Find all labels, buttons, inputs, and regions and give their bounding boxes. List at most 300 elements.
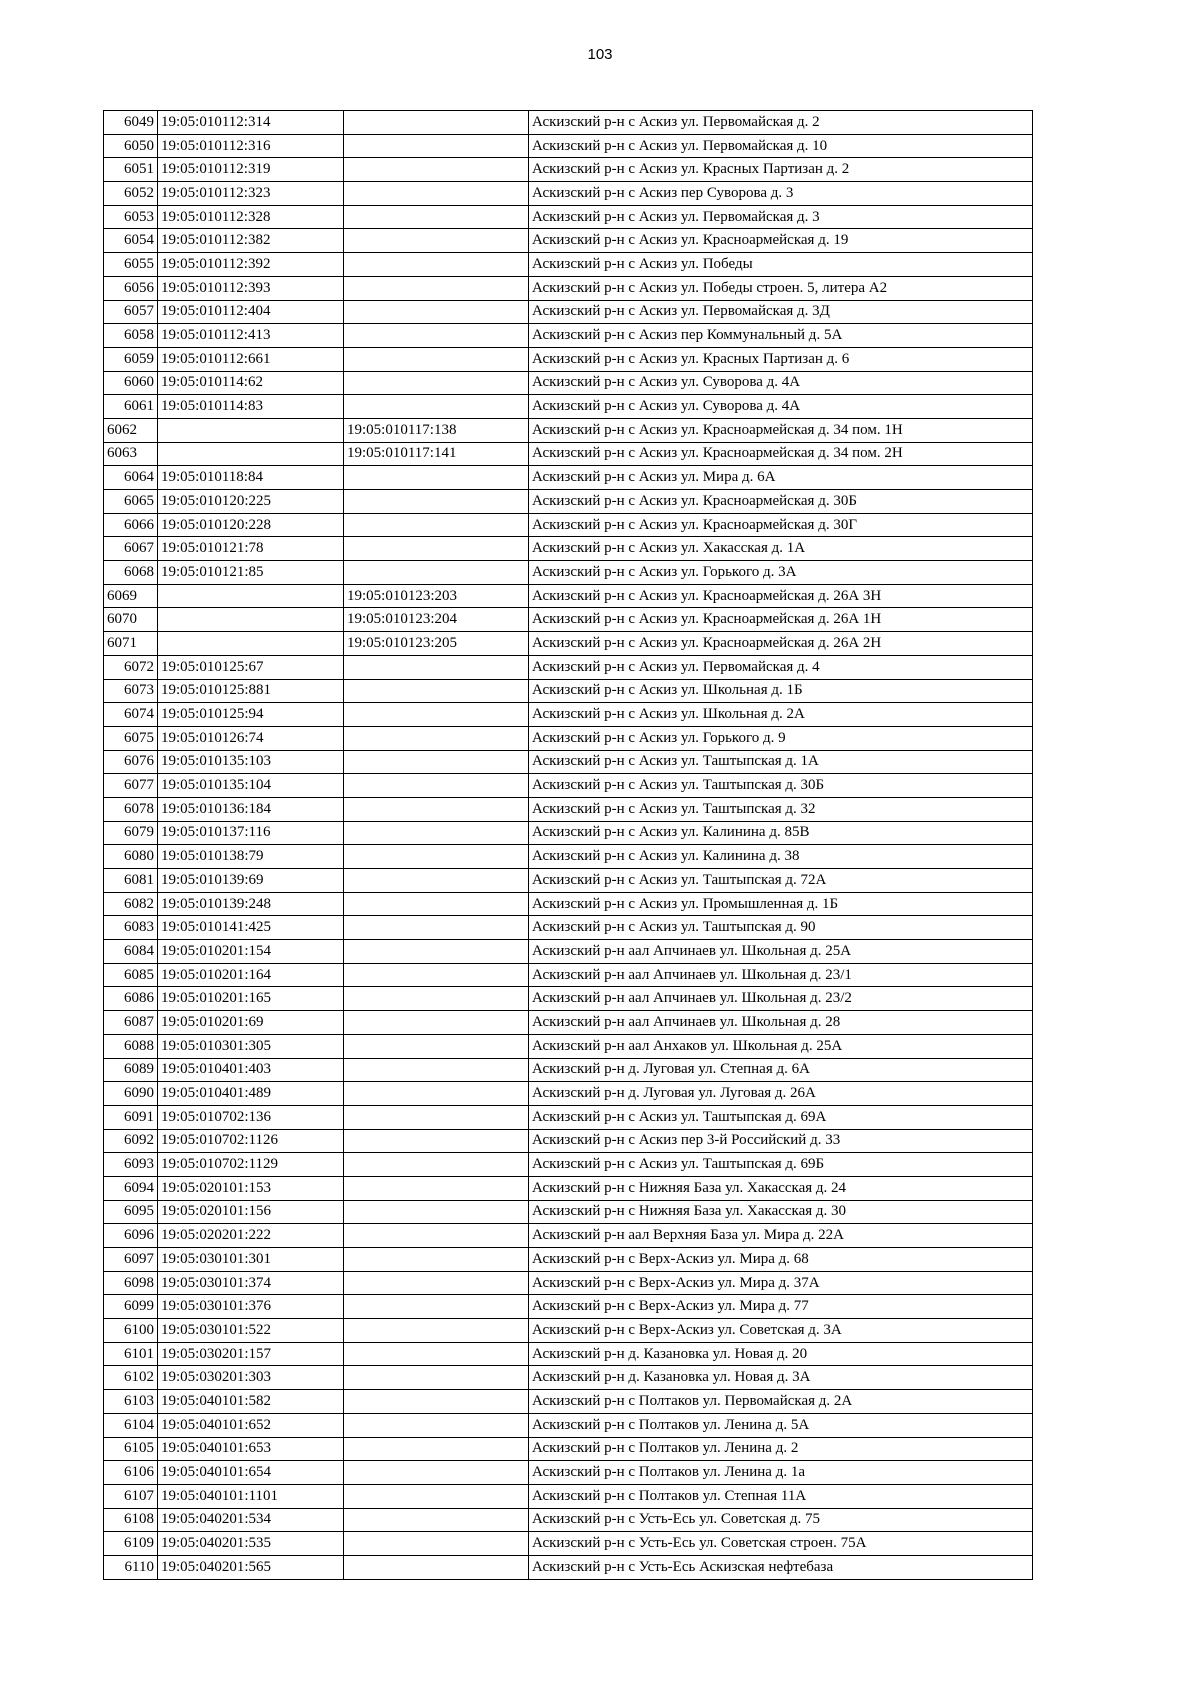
table-row [104, 276, 1033, 300]
table-row [104, 892, 1033, 916]
table-row [104, 821, 1033, 845]
row-number-cell: 6058 [104, 324, 158, 348]
table-row [104, 1342, 1033, 1366]
premises-cadastral-number-cell [344, 1058, 529, 1082]
row-number-cell: 6060 [104, 371, 158, 395]
table-row [104, 584, 1033, 608]
row-number-cell: 6071 [104, 632, 158, 656]
address-cell: Аскизский р-н с Аскиз ул. Таштыпская д. 90 [529, 916, 1033, 940]
premises-cadastral-number-cell [344, 229, 529, 253]
cadastral-number-cell: 19:05:010121:78 [158, 537, 344, 561]
address-cell: Аскизский р-н с Аскиз ул. Суворова д. 4А [529, 371, 1033, 395]
premises-cadastral-number-cell [344, 253, 529, 277]
row-number-cell: 6106 [104, 1461, 158, 1485]
premises-cadastral-number-cell [344, 466, 529, 490]
row-number-cell: 6097 [104, 1248, 158, 1272]
address-cell: Аскизский р-н с Аскиз ул. Красноармейская д. 26А 1Н [529, 608, 1033, 632]
address-cell: Аскизский р-н с Аскиз ул. Первомайская д. 3 [529, 205, 1033, 229]
row-number-cell: 6104 [104, 1413, 158, 1437]
row-number-cell: 6059 [104, 347, 158, 371]
table-row [104, 1011, 1033, 1035]
cadastral-number-cell: 19:05:020101:156 [158, 1200, 344, 1224]
address-cell: Аскизский р-н с Аскиз ул. Первомайская д. 2 [529, 111, 1033, 135]
address-cell: Аскизский р-н с Аскиз ул. Промышленная д. 1Б [529, 892, 1033, 916]
address-cell: Аскизский р-н аал Апчинаев ул. Школьная д. 25А [529, 940, 1033, 964]
address-cell: Аскизский р-н с Аскиз ул. Школьная д. 1Б [529, 679, 1033, 703]
address-cell: Аскизский р-н с Полтаков ул. Ленина д. 1а [529, 1461, 1033, 1485]
row-number-cell: 6065 [104, 490, 158, 514]
row-number-cell: 6103 [104, 1390, 158, 1414]
cadastral-number-cell: 19:05:030201:303 [158, 1366, 344, 1390]
table-row [104, 561, 1033, 585]
table-row [104, 916, 1033, 940]
address-cell: Аскизский р-н с Аскиз ул. Красноармейская д. 26А 2Н [529, 632, 1033, 656]
premises-cadastral-number-cell [344, 892, 529, 916]
cadastral-number-cell: 19:05:010401:489 [158, 1082, 344, 1106]
address-cell: Аскизский р-н д. Луговая ул. Степная д. 6А [529, 1058, 1033, 1082]
row-number-cell: 6055 [104, 253, 158, 277]
cadastral-number-cell: 19:05:040101:1101 [158, 1484, 344, 1508]
row-number-cell: 6094 [104, 1176, 158, 1200]
page-number: 103 [587, 46, 613, 63]
cadastral-number-cell: 19:05:040201:565 [158, 1555, 344, 1579]
address-cell: Аскизский р-н д. Казановка ул. Новая д. 20 [529, 1342, 1033, 1366]
address-cell: Аскизский р-н с Аскиз ул. Таштыпская д. 69Б [529, 1153, 1033, 1177]
premises-cadastral-number-cell: 19:05:010123:203 [344, 584, 529, 608]
address-cell: Аскизский р-н с Верх-Аскиз ул. Мира д. 77 [529, 1295, 1033, 1319]
premises-cadastral-number-cell [344, 916, 529, 940]
table-row [104, 490, 1033, 514]
premises-cadastral-number-cell [344, 1461, 529, 1485]
row-number-cell: 6053 [104, 205, 158, 229]
premises-cadastral-number-cell [344, 1248, 529, 1272]
cadastral-number-cell: 19:05:010702:1126 [158, 1129, 344, 1153]
address-cell: Аскизский р-н с Аскиз ул. Суворова д. 4А [529, 395, 1033, 419]
row-number-cell: 6090 [104, 1082, 158, 1106]
table-row [104, 1484, 1033, 1508]
cadastral-number-cell: 19:05:010201:165 [158, 987, 344, 1011]
premises-cadastral-number-cell [344, 205, 529, 229]
row-number-cell: 6101 [104, 1342, 158, 1366]
cadastral-number-cell [158, 632, 344, 656]
row-number-cell: 6063 [104, 442, 158, 466]
cadastral-number-cell: 19:05:010201:164 [158, 963, 344, 987]
row-number-cell: 6073 [104, 679, 158, 703]
premises-cadastral-number-cell [344, 537, 529, 561]
row-number-cell: 6072 [104, 655, 158, 679]
cadastral-number-cell: 19:05:010137:116 [158, 821, 344, 845]
row-number-cell: 6080 [104, 845, 158, 869]
table-row [104, 253, 1033, 277]
address-cell: Аскизский р-н д. Луговая ул. Луговая д. 26А [529, 1082, 1033, 1106]
premises-cadastral-number-cell [344, 774, 529, 798]
premises-cadastral-number-cell [344, 1484, 529, 1508]
row-number-cell: 6066 [104, 513, 158, 537]
row-number-cell: 6105 [104, 1437, 158, 1461]
table-row [104, 1555, 1033, 1579]
cadastral-number-cell: 19:05:010120:225 [158, 490, 344, 514]
cadastral-number-cell: 19:05:020101:153 [158, 1176, 344, 1200]
table-row [104, 371, 1033, 395]
premises-cadastral-number-cell [344, 1555, 529, 1579]
row-number-cell: 6076 [104, 750, 158, 774]
premises-cadastral-number-cell [344, 1105, 529, 1129]
address-cell: Аскизский р-н с Нижняя База ул. Хакасская д. 24 [529, 1176, 1033, 1200]
table-row [104, 608, 1033, 632]
table-row [104, 655, 1033, 679]
cadastral-number-cell: 19:05:010138:79 [158, 845, 344, 869]
cadastral-number-cell: 19:05:010112:328 [158, 205, 344, 229]
cadastral-number-cell: 19:05:010301:305 [158, 1034, 344, 1058]
cadastral-number-cell: 19:05:010112:413 [158, 324, 344, 348]
address-cell: Аскизский р-н с Аскиз ул. Школьная д. 2А [529, 703, 1033, 727]
address-cell: Аскизский р-н с Усть-Есь Аскизская нефтебаза [529, 1555, 1033, 1579]
cadastral-number-cell: 19:05:040201:535 [158, 1532, 344, 1556]
premises-cadastral-number-cell [344, 182, 529, 206]
table-row [104, 987, 1033, 1011]
cadastral-number-cell: 19:05:010401:403 [158, 1058, 344, 1082]
table-row [104, 537, 1033, 561]
table-row [104, 1437, 1033, 1461]
address-cell: Аскизский р-н с Аскиз ул. Красноармейская д. 34 пом. 1Н [529, 418, 1033, 442]
address-cell: Аскизский р-н с Верх-Аскиз ул. Мира д. 68 [529, 1248, 1033, 1272]
address-cell: Аскизский р-н с Аскиз ул. Хакасская д. 1А [529, 537, 1033, 561]
address-cell: Аскизский р-н с Аскиз ул. Таштыпская д. 1А [529, 750, 1033, 774]
premises-cadastral-number-cell [344, 276, 529, 300]
premises-cadastral-number-cell [344, 111, 529, 135]
premises-cadastral-number-cell [344, 963, 529, 987]
address-cell: Аскизский р-н с Аскиз ул. Горького д. 9 [529, 726, 1033, 750]
address-cell: Аскизский р-н с Полтаков ул. Степная 11А [529, 1484, 1033, 1508]
premises-cadastral-number-cell [344, 371, 529, 395]
table-row [104, 111, 1033, 135]
premises-cadastral-number-cell [344, 1200, 529, 1224]
premises-cadastral-number-cell [344, 726, 529, 750]
row-number-cell: 6064 [104, 466, 158, 490]
row-number-cell: 6083 [104, 916, 158, 940]
cadastral-number-cell: 19:05:030101:522 [158, 1319, 344, 1343]
table-row [104, 418, 1033, 442]
premises-cadastral-number-cell [344, 561, 529, 585]
address-cell: Аскизский р-н с Аскиз ул. Таштыпская д. 32 [529, 797, 1033, 821]
cadastral-number-cell: 19:05:010112:323 [158, 182, 344, 206]
cadastral-number-cell: 19:05:010201:69 [158, 1011, 344, 1035]
row-number-cell: 6095 [104, 1200, 158, 1224]
table-row [104, 300, 1033, 324]
address-cell: Аскизский р-н с Аскиз пер Суворова д. 3 [529, 182, 1033, 206]
address-cell: Аскизский р-н с Аскиз ул. Первомайская д. 10 [529, 134, 1033, 158]
premises-cadastral-number-cell [344, 347, 529, 371]
row-number-cell: 6110 [104, 1555, 158, 1579]
table-row [104, 1532, 1033, 1556]
registry-table [103, 110, 1033, 1580]
table-row [104, 229, 1033, 253]
premises-cadastral-number-cell: 19:05:010123:205 [344, 632, 529, 656]
premises-cadastral-number-cell [344, 987, 529, 1011]
address-cell: Аскизский р-н с Аскиз ул. Первомайская д. 4 [529, 655, 1033, 679]
row-number-cell: 6057 [104, 300, 158, 324]
row-number-cell: 6087 [104, 1011, 158, 1035]
premises-cadastral-number-cell [344, 1034, 529, 1058]
row-number-cell: 6056 [104, 276, 158, 300]
table-row [104, 513, 1033, 537]
cadastral-number-cell: 19:05:020201:222 [158, 1224, 344, 1248]
table-row [104, 1295, 1033, 1319]
table-row [104, 869, 1033, 893]
premises-cadastral-number-cell [344, 1319, 529, 1343]
row-number-cell: 6051 [104, 158, 158, 182]
row-number-cell: 6081 [104, 869, 158, 893]
address-cell: Аскизский р-н с Аскиз ул. Таштыпская д. 72А [529, 869, 1033, 893]
cadastral-number-cell: 19:05:010120:228 [158, 513, 344, 537]
row-number-cell: 6061 [104, 395, 158, 419]
premises-cadastral-number-cell: 19:05:010117:138 [344, 418, 529, 442]
table-row [104, 1082, 1033, 1106]
address-cell: Аскизский р-н с Аскиз ул. Победы [529, 253, 1033, 277]
address-cell: Аскизский р-н с Полтаков ул. Ленина д. 2 [529, 1437, 1033, 1461]
cadastral-number-cell: 19:05:010112:404 [158, 300, 344, 324]
address-cell: Аскизский р-н с Аскиз ул. Красноармейская д. 19 [529, 229, 1033, 253]
premises-cadastral-number-cell [344, 797, 529, 821]
row-number-cell: 6098 [104, 1271, 158, 1295]
cadastral-number-cell: 19:05:010125:881 [158, 679, 344, 703]
address-cell: Аскизский р-н с Усть-Есь ул. Советская д. 75 [529, 1508, 1033, 1532]
row-number-cell: 6069 [104, 584, 158, 608]
premises-cadastral-number-cell [344, 1413, 529, 1437]
row-number-cell: 6077 [104, 774, 158, 798]
row-number-cell: 6049 [104, 111, 158, 135]
premises-cadastral-number-cell [344, 1011, 529, 1035]
premises-cadastral-number-cell [344, 750, 529, 774]
cadastral-number-cell: 19:05:040101:654 [158, 1461, 344, 1485]
address-cell: Аскизский р-н с Аскиз ул. Победы строен. 5, литера А2 [529, 276, 1033, 300]
row-number-cell: 6102 [104, 1366, 158, 1390]
row-number-cell: 6085 [104, 963, 158, 987]
address-cell: Аскизский р-н аал Апчинаев ул. Школьная д. 28 [529, 1011, 1033, 1035]
table-row [104, 845, 1033, 869]
table-row [104, 1319, 1033, 1343]
cadastral-number-cell: 19:05:030101:376 [158, 1295, 344, 1319]
table-row [104, 1153, 1033, 1177]
cadastral-number-cell: 19:05:010112:382 [158, 229, 344, 253]
address-cell: Аскизский р-н с Аскиз ул. Горького д. 3А [529, 561, 1033, 585]
premises-cadastral-number-cell [344, 513, 529, 537]
row-number-cell: 6100 [104, 1319, 158, 1343]
table-row [104, 395, 1033, 419]
cadastral-number-cell: 19:05:010112:392 [158, 253, 344, 277]
table-row [104, 1200, 1033, 1224]
table-row [104, 1176, 1033, 1200]
premises-cadastral-number-cell [344, 1390, 529, 1414]
table-row [104, 940, 1033, 964]
address-cell: Аскизский р-н с Полтаков ул. Ленина д. 5А [529, 1413, 1033, 1437]
table-row [104, 466, 1033, 490]
row-number-cell: 6088 [104, 1034, 158, 1058]
premises-cadastral-number-cell [344, 490, 529, 514]
table-row [104, 1105, 1033, 1129]
cadastral-number-cell: 19:05:010201:154 [158, 940, 344, 964]
premises-cadastral-number-cell [344, 1153, 529, 1177]
address-cell: Аскизский р-н с Аскиз ул. Калинина д. 38 [529, 845, 1033, 869]
row-number-cell: 6054 [104, 229, 158, 253]
table-row [104, 963, 1033, 987]
table-row [104, 632, 1033, 656]
cadastral-number-cell: 19:05:010112:661 [158, 347, 344, 371]
row-number-cell: 6070 [104, 608, 158, 632]
premises-cadastral-number-cell [344, 845, 529, 869]
premises-cadastral-number-cell [344, 324, 529, 348]
cadastral-number-cell: 19:05:010135:103 [158, 750, 344, 774]
address-cell: Аскизский р-н с Верх-Аскиз ул. Мира д. 37А [529, 1271, 1033, 1295]
address-cell: Аскизский р-н с Аскиз ул. Таштыпская д. 30Б [529, 774, 1033, 798]
cadastral-number-cell: 19:05:010135:104 [158, 774, 344, 798]
row-number-cell: 6096 [104, 1224, 158, 1248]
cadastral-number-cell [158, 418, 344, 442]
row-number-cell: 6091 [104, 1105, 158, 1129]
table-row [104, 1390, 1033, 1414]
row-number-cell: 6078 [104, 797, 158, 821]
cadastral-number-cell: 19:05:040101:652 [158, 1413, 344, 1437]
address-cell: Аскизский р-н с Аскиз ул. Таштыпская д. 69А [529, 1105, 1033, 1129]
premises-cadastral-number-cell: 19:05:010117:141 [344, 442, 529, 466]
cadastral-number-cell: 19:05:010139:69 [158, 869, 344, 893]
row-number-cell: 6084 [104, 940, 158, 964]
table-row [104, 750, 1033, 774]
cadastral-number-cell [158, 584, 344, 608]
table-row [104, 182, 1033, 206]
cadastral-number-cell: 19:05:010121:85 [158, 561, 344, 585]
cadastral-number-cell: 19:05:010112:316 [158, 134, 344, 158]
cadastral-number-cell: 19:05:010114:62 [158, 371, 344, 395]
premises-cadastral-number-cell [344, 869, 529, 893]
row-number-cell: 6050 [104, 134, 158, 158]
address-cell: Аскизский р-н с Аскиз ул. Калинина д. 85В [529, 821, 1033, 845]
address-cell: Аскизский р-н аал Анхаков ул. Школьная д. 25А [529, 1034, 1033, 1058]
table-row [104, 1508, 1033, 1532]
row-number-cell: 6089 [104, 1058, 158, 1082]
table-row [104, 1129, 1033, 1153]
cadastral-number-cell: 19:05:010114:83 [158, 395, 344, 419]
cadastral-number-cell: 19:05:030101:301 [158, 1248, 344, 1272]
row-number-cell: 6099 [104, 1295, 158, 1319]
address-cell: Аскизский р-н с Аскиз пер 3-й Российский д. 33 [529, 1129, 1033, 1153]
address-cell: Аскизский р-н с Усть-Есь ул. Советская строен. 75А [529, 1532, 1033, 1556]
cadastral-number-cell: 19:05:010112:319 [158, 158, 344, 182]
row-number-cell: 6068 [104, 561, 158, 585]
premises-cadastral-number-cell [344, 655, 529, 679]
premises-cadastral-number-cell [344, 679, 529, 703]
row-number-cell: 6075 [104, 726, 158, 750]
premises-cadastral-number-cell [344, 1342, 529, 1366]
cadastral-number-cell: 19:05:010118:84 [158, 466, 344, 490]
address-cell: Аскизский р-н с Верх-Аскиз ул. Советская д. 3А [529, 1319, 1033, 1343]
table-row [104, 1413, 1033, 1437]
cadastral-number-cell: 19:05:030101:374 [158, 1271, 344, 1295]
premises-cadastral-number-cell [344, 1437, 529, 1461]
address-cell: Аскизский р-н аал Апчинаев ул. Школьная д. 23/1 [529, 963, 1033, 987]
cadastral-number-cell: 19:05:030201:157 [158, 1342, 344, 1366]
address-cell: Аскизский р-н с Аскиз ул. Красноармейская д. 30Г [529, 513, 1033, 537]
cadastral-number-cell: 19:05:010141:425 [158, 916, 344, 940]
cadastral-number-cell: 19:05:010112:393 [158, 276, 344, 300]
premises-cadastral-number-cell [344, 300, 529, 324]
cadastral-number-cell: 19:05:010139:248 [158, 892, 344, 916]
cadastral-number-cell: 19:05:010112:314 [158, 111, 344, 135]
row-number-cell: 6109 [104, 1532, 158, 1556]
table-row [104, 324, 1033, 348]
row-number-cell: 6062 [104, 418, 158, 442]
address-cell: Аскизский р-н д. Казановка ул. Новая д. 3А [529, 1366, 1033, 1390]
row-number-cell: 6079 [104, 821, 158, 845]
address-cell: Аскизский р-н с Аскиз ул. Красноармейская д. 30Б [529, 490, 1033, 514]
table-row [104, 1058, 1033, 1082]
cadastral-number-cell: 19:05:010125:67 [158, 655, 344, 679]
cadastral-number-cell: 19:05:010702:1129 [158, 1153, 344, 1177]
address-cell: Аскизский р-н с Аскиз ул. Красных Партизан д. 6 [529, 347, 1033, 371]
table-row [104, 205, 1033, 229]
premises-cadastral-number-cell [344, 1176, 529, 1200]
row-number-cell: 6107 [104, 1484, 158, 1508]
premises-cadastral-number-cell [344, 1129, 529, 1153]
premises-cadastral-number-cell [344, 158, 529, 182]
cadastral-number-cell: 19:05:040101:653 [158, 1437, 344, 1461]
table-row [104, 797, 1033, 821]
cadastral-number-cell: 19:05:040101:582 [158, 1390, 344, 1414]
premises-cadastral-number-cell: 19:05:010123:204 [344, 608, 529, 632]
table-row [104, 1224, 1033, 1248]
address-cell: Аскизский р-н с Аскиз ул. Первомайская д. 3Д [529, 300, 1033, 324]
address-cell: Аскизский р-н с Аскиз ул. Красноармейская д. 26А 3Н [529, 584, 1033, 608]
cadastral-number-cell: 19:05:010126:74 [158, 726, 344, 750]
premises-cadastral-number-cell [344, 1224, 529, 1248]
address-cell: Аскизский р-н с Аскиз ул. Красных Партизан д. 2 [529, 158, 1033, 182]
cadastral-number-cell [158, 608, 344, 632]
table-row [104, 134, 1033, 158]
table-row [104, 703, 1033, 727]
premises-cadastral-number-cell [344, 703, 529, 727]
table-row [104, 1034, 1033, 1058]
cadastral-number-cell: 19:05:010136:184 [158, 797, 344, 821]
premises-cadastral-number-cell [344, 1295, 529, 1319]
cadastral-number-cell [158, 442, 344, 466]
cadastral-number-cell: 19:05:010702:136 [158, 1105, 344, 1129]
table-row [104, 1461, 1033, 1485]
address-cell: Аскизский р-н с Аскиз пер Коммунальный д. 5А [529, 324, 1033, 348]
row-number-cell: 6093 [104, 1153, 158, 1177]
row-number-cell: 6092 [104, 1129, 158, 1153]
premises-cadastral-number-cell [344, 1532, 529, 1556]
premises-cadastral-number-cell [344, 134, 529, 158]
premises-cadastral-number-cell [344, 1082, 529, 1106]
premises-cadastral-number-cell [344, 940, 529, 964]
address-cell: Аскизский р-н аал Верхняя База ул. Мира д. 22А [529, 1224, 1033, 1248]
table-row [104, 1366, 1033, 1390]
address-cell: Аскизский р-н с Нижняя База ул. Хакасская д. 30 [529, 1200, 1033, 1224]
premises-cadastral-number-cell [344, 395, 529, 419]
cadastral-number-cell: 19:05:010125:94 [158, 703, 344, 727]
address-cell: Аскизский р-н с Аскиз ул. Мира д. 6А [529, 466, 1033, 490]
row-number-cell: 6086 [104, 987, 158, 1011]
address-cell: Аскизский р-н аал Апчинаев ул. Школьная д. 23/2 [529, 987, 1033, 1011]
premises-cadastral-number-cell [344, 1366, 529, 1390]
premises-cadastral-number-cell [344, 1508, 529, 1532]
table-row [104, 774, 1033, 798]
table-row [104, 726, 1033, 750]
row-number-cell: 6067 [104, 537, 158, 561]
table-row [104, 1248, 1033, 1272]
cadastral-number-cell: 19:05:040201:534 [158, 1508, 344, 1532]
table-row [104, 679, 1033, 703]
